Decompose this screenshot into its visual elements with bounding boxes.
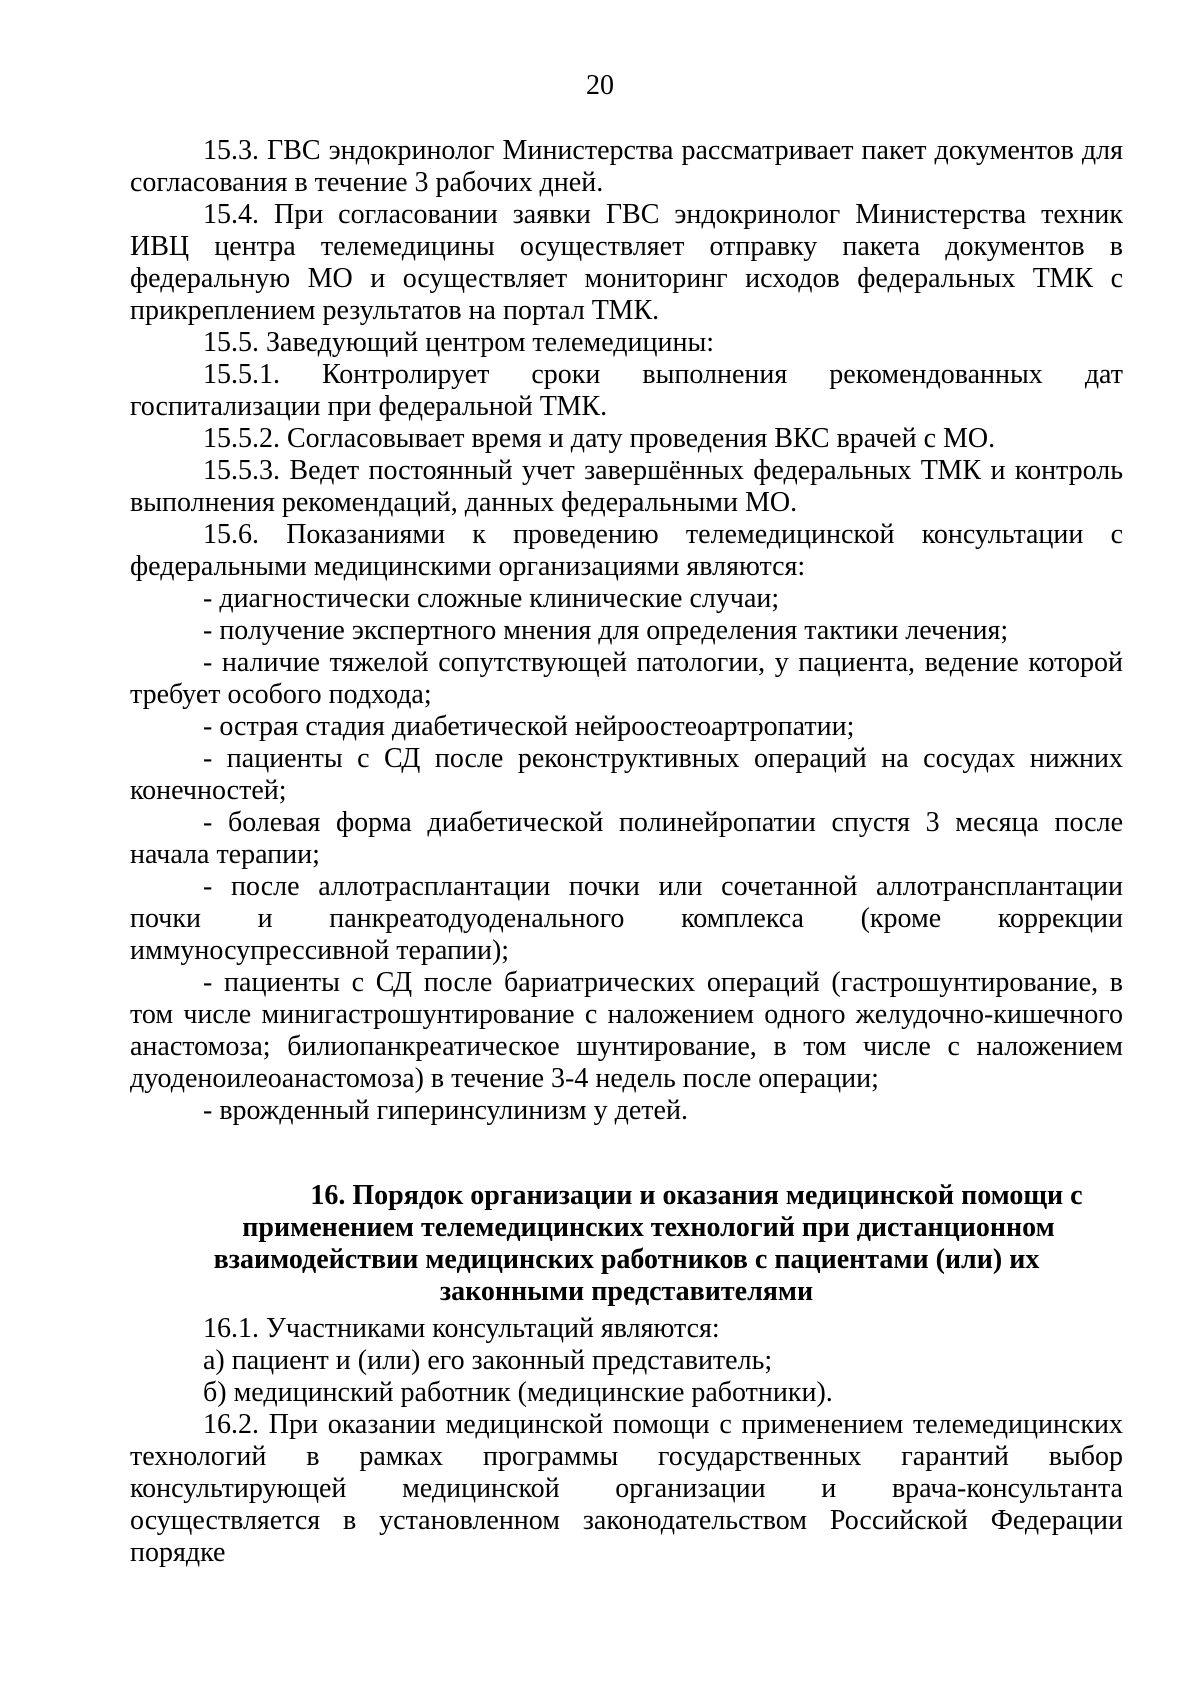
paragraph-15-5: 15.5. Заведующий центром телемедицины: [203, 327, 715, 358]
list-item-indication: - после аллотрасплантации почки или сочетанной аллотрансплантации почки и панкреатодуоденального комплекса (кроме коррекции иммуносупрессивной терапии); [130, 871, 1123, 966]
paragraph-16-1: 16.1. Участниками консультаций являются: [203, 1313, 720, 1344]
list-item-participant: б) медицинский работник (медицинские работники). [203, 1377, 833, 1408]
paragraph-15-5-2: 15.5.2. Согласовывает время и дату проведения ВКС врачей с МО. [203, 423, 996, 454]
paragraph-15-4: 15.4. При согласовании заявки ГВС эндокринолог Министерства техник ИВЦ центра телемедицины осуществляет отправку пакета документов в федеральную МО и осуществляет мониторинг исходов федеральных ТМК с прикреплением результатов на портал ТМК. [130, 199, 1123, 326]
list-item-indication: - получение экспертного мнения для определения тактики лечения; [203, 615, 1009, 646]
list-item-indication: - пациенты с СД после реконструктивных операций на сосудах нижних конечностей; [130, 743, 1123, 806]
heading-line: законными представителями [439, 1276, 814, 1307]
heading-line: применением телемедицинских технологий при дистанционном [242, 1212, 1055, 1243]
paragraph-16-2: 16.2. При оказании медицинской помощи с применением телемедицинских технологий в рамках программы государственных гарантий выбор консультирующей медицинской организации и врача-консультанта осуществляется в установленном законодательством Российской Федерации порядке [130, 1409, 1123, 1568]
paragraph-15-5-3: 15.5.3. Ведет постоянный учет завершённых федеральных ТМК и контроль выполнения рекомендаций, данных федеральными МО. [130, 455, 1123, 518]
section-16-heading [130, 1180, 1123, 1308]
list-item-indication: - диагностически сложные клинические случаи; [203, 583, 780, 614]
heading-line: 16. Порядок организации и оказания медицинской помощи с [310, 1180, 1083, 1211]
list-item-indication: - наличие тяжелой сопутствующей патологии, у пациента, ведение которой требует особого подхода; [130, 647, 1123, 710]
heading-line: взаимодействии медицинских работников с пациентами (или) их [213, 1244, 1040, 1275]
list-item-participant: а) пациент и (или) его законный представитель; [203, 1345, 773, 1376]
list-item-indication: - пациенты с СД после бариатрических операций (гастрошунтирование, в том числе минигастрошунтирование с наложением одного желудочно-кишечного анастомоза; билиопанкреатическое шунтирование, в том числе с наложением дуоденоилеоанастомоза) в течение 3-4 недель после операции; [130, 967, 1123, 1094]
list-item-indication: - острая стадия диабетической нейроостеоартропатии; [203, 711, 855, 742]
list-item-indication: - врожденный гиперинсулинизм у детей. [203, 1095, 688, 1126]
section-16-body [130, 1313, 1123, 1569]
paragraph-15-3: 15.3. ГВС эндокринолог Министерства рассматривает пакет документов для согласования в течение 3 рабочих дней. [130, 135, 1123, 198]
list-item-indication: - болевая форма диабетической полинейропатии спустя 3 месяца после начала терапии; [130, 807, 1123, 870]
section-15-body [130, 135, 1123, 1127]
paragraph-15-5-1: 15.5.1. Контролирует сроки выполнения рекомендованных дат госпитализации при федеральной ТМК. [130, 359, 1123, 422]
page-number: 20 [586, 70, 614, 101]
paragraph-15-6: 15.6. Показаниями к проведению телемедицинской консультации с федеральными медицинскими организациями являются: [130, 519, 1123, 582]
